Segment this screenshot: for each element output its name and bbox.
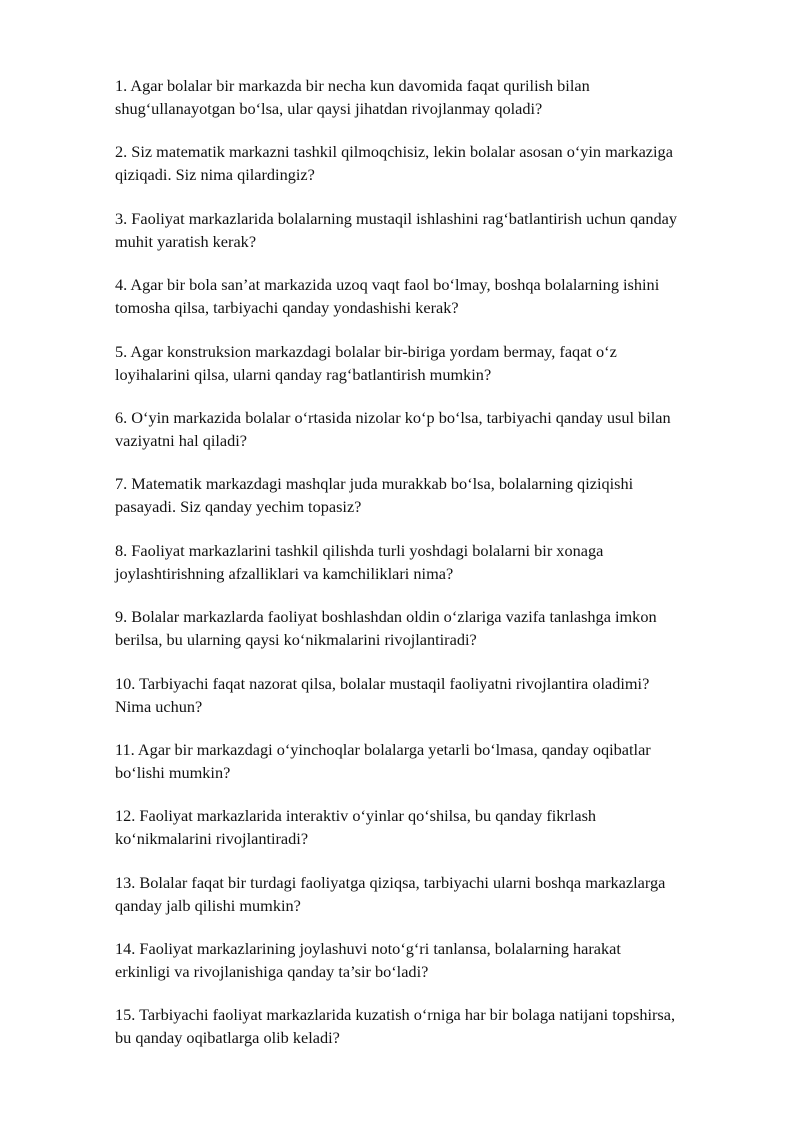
question-item (115, 804, 755, 850)
question-line: 1. Agar bolalar bir markazda bir necha kun davomida faqat qurilish bilan (115, 76, 590, 95)
question-line: Nima uchun? (115, 696, 203, 716)
question-item (115, 738, 755, 784)
question-line: qanday jalb qilishi mumkin? (115, 895, 301, 915)
question-line: 12. Faoliyat markazlarida interaktiv o‘yinlar qo‘shilsa, bu qanday fikrlash (115, 806, 597, 826)
question-line: qiziqadi. Siz nima qilardingiz? (115, 165, 315, 185)
question-line: 15. Tarbiyachi faoliyat markazlarida kuzatish o‘rniga har bir bolaga natijani topshirsa, (115, 1005, 676, 1025)
question-line: 2. Siz matematik markazni tashkil qilmoqchisiz, lekin bolalar asosan o‘yin markaziga (115, 142, 673, 162)
question-item (115, 74, 755, 120)
question-line: 10. Tarbiyachi faqat nazorat qilsa, bolalar mustaqil faoliyatni rivojlantira oladimi? (115, 673, 650, 693)
question-line: 9. Bolalar markazlarda faoliyat boshlashdan oldin o‘zlariga vazifa tanlashga imkon (115, 607, 657, 627)
question-item (115, 207, 755, 253)
question-line: 6. O‘yin markazida bolalar o‘rtasida nizolar ko‘p bo‘lsa, tarbiyachi qanday usul bilan (115, 407, 671, 427)
question-line: bo‘lishi mumkin? (115, 762, 231, 782)
question-line: shug‘ullanayotgan bo‘lsa, ular qaysi jihatdan rivojlanmay qoladi? (115, 99, 543, 118)
question-line: 3. Faoliyat markazlarida bolalarning mustaqil ishlashini rag‘batlantirish uchun qanday (115, 208, 678, 228)
question-line: 5. Agar konstruksion markazdagi bolalar bir-biriga yordam bermay, faqat o‘z (115, 341, 617, 361)
question-item (115, 605, 755, 651)
question-item (115, 140, 755, 186)
question-line: 13. Bolalar faqat bir turdagi faoliyatga qiziqsa, tarbiyachi ularni boshqa markazlarga (115, 872, 666, 892)
question-line: 4. Agar bir bola san’at markazida uzoq vaqt faol bo‘lmay, boshqa bolalarning ishini (115, 275, 660, 295)
question-item (115, 273, 755, 319)
question-line: erkinligi va rivojlanishiga qanday ta’sir bo‘ladi? (115, 962, 429, 982)
question-item (115, 406, 755, 452)
question-line: 14. Faoliyat markazlarining joylashuvi noto‘g‘ri tanlansa, bolalarning harakat (115, 939, 621, 959)
question-line: joylashtirishning afzalliklari va kamchiliklari nima? (115, 563, 454, 583)
question-list (115, 74, 755, 1070)
question-item (115, 937, 755, 983)
question-item (115, 672, 755, 718)
question-item (115, 1003, 755, 1049)
question-line: loyihalarini qilsa, ularni qanday rag‘batlantirish mumkin? (115, 364, 492, 384)
question-line: bu qanday oqibatlarga olib keladi? (115, 1028, 340, 1048)
question-line: 11. Agar bir markazdagi o‘yinchoqlar bolalarga yetarli bo‘lmasa, qanday oqibatlar (115, 739, 651, 759)
question-item (115, 472, 755, 518)
question-item (115, 340, 755, 386)
question-line: ko‘nikmalarini rivojlantiradi? (115, 829, 309, 849)
question-line: berilsa, bu ularning qaysi ko‘nikmalarini rivojlantiradi? (115, 630, 477, 650)
question-line: 7. Matematik markazdagi mashqlar juda murakkab bo‘lsa, bolalarning qiziqishi (115, 474, 634, 494)
question-line: 8. Faoliyat markazlarini tashkil qilishda turli yoshdagi bolalarni bir xonaga (115, 540, 604, 560)
question-line: vaziyatni hal qiladi? (115, 430, 248, 450)
question-item (115, 871, 755, 917)
question-line: pasayadi. Siz qanday yechim topasiz? (115, 497, 362, 517)
question-line: tomosha qilsa, tarbiyachi qanday yondashishi kerak? (115, 298, 459, 318)
question-item (115, 539, 755, 585)
question-line: muhit yaratish kerak? (115, 231, 257, 251)
